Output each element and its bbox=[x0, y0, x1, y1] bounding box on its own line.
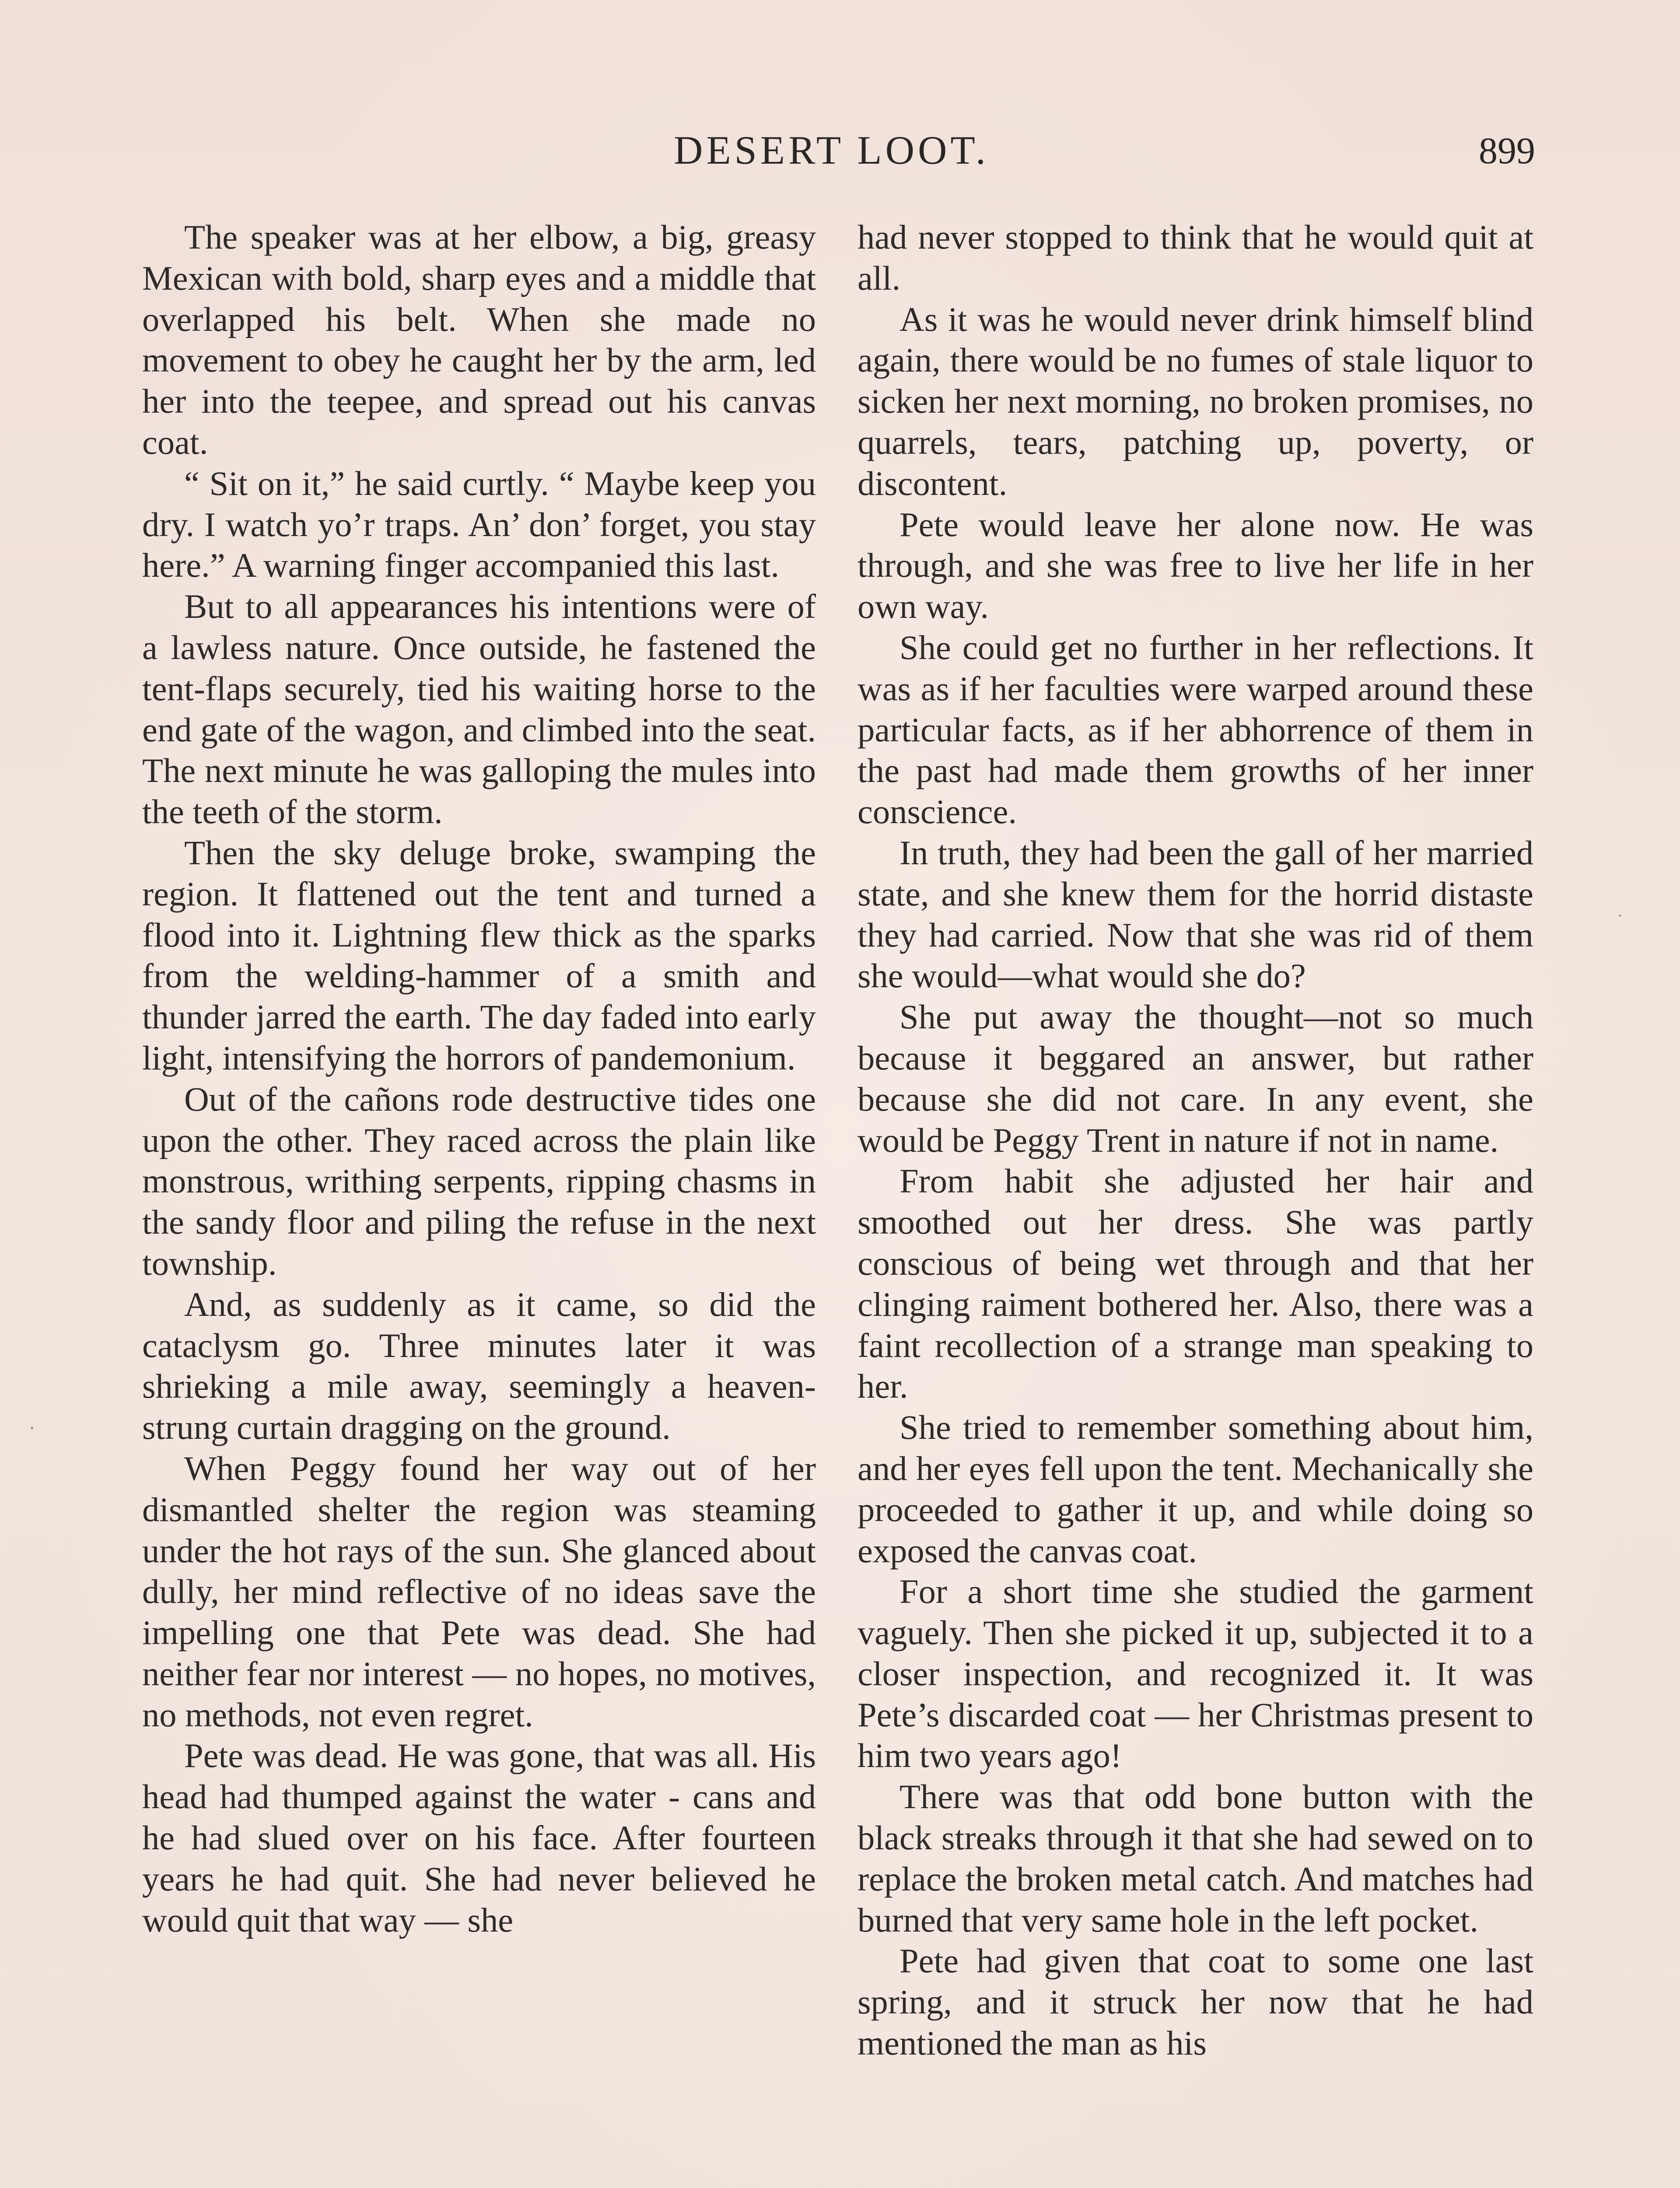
paragraph: She put away the thought—not so much because it beggared an answer, but rather because she did not care. In any event, she would be Peggy Trent in nature if not in name. bbox=[858, 998, 1533, 1159]
running-title: DESERT LOOT. bbox=[674, 128, 989, 172]
paragraph: In truth, they had been the gall of her married state, and she knew them for the horrid distaste they had carried. Now that she was rid of them she would—what would she do? bbox=[858, 833, 1533, 995]
paragraph: Out of the cañons rode destructive tides one upon the other. They raced across the plain like monstrous, writhing serpents, ripping chasms in the sandy floor and piling the refuse in the next township. bbox=[142, 1080, 816, 1282]
left-column bbox=[142, 217, 816, 1940]
paragraph: Then the sky deluge broke, swamping the region. It flattened out the tent and turned a flood into it. Lightning flew thick as the sparks from the welding-hammer of a smith and thunder jarred the earth. The day faded into early light, intensifying the horrors of pandemonium. bbox=[142, 833, 816, 1077]
paragraph: As it was he would never drink himself blind again, there would be no fumes of stale liquor to sicken her next morning, no broken promises, no quarrels, tears, patching up, poverty, or discontent. bbox=[858, 300, 1533, 502]
paragraph: Pete was dead. He was gone, that was all. His head had thumped against the water - cans and he had slued over on his face. After fourteen years he had quit. She had never believed he would quit that way — she bbox=[142, 1736, 816, 1939]
running-head bbox=[0, 123, 1680, 193]
paper-speck bbox=[1619, 915, 1621, 917]
paragraph: For a short time she studied the garment vaguely. Then she picked it up, subjected it to a closer inspection, and recognized it. It was Pete’s discarded coat — her Christmas present to him two years ago! bbox=[858, 1572, 1533, 1775]
continued-paragraph: had never stopped to think that he would quit at all. bbox=[858, 218, 1533, 297]
paragraph: But to all appearances his intentions were of a lawless nature. Once outside, he fastened the tent-flaps securely, tied his waiting horse to the end gate of the wagon, and climbed into the seat. The next minute he was galloping the mules into the teeth of the storm. bbox=[142, 587, 816, 831]
paragraph: When Peggy found her way out of her dismantled shelter the region was steaming under the hot rays of the sun. She glanced about dully, her mind reflective of no ideas save the impelling one that Pete was dead. She had neither fear nor interest — no hopes, no motives, no methods, not even regret. bbox=[142, 1449, 816, 1734]
page-number: 899 bbox=[1479, 130, 1535, 172]
paragraph: She tried to remember something about him, and her eyes fell upon the tent. Mechanically she proceeded to gather it up, and while doing so exposed the canvas coat. bbox=[858, 1408, 1533, 1570]
paragraph: There was that odd bone button with the black streaks through it that she had sewed on to replace the broken metal catch. And matches had burned that very same hole in the left pocket. bbox=[858, 1778, 1533, 1939]
paper-speck bbox=[31, 1427, 33, 1429]
paragraph: “ Sit on it,” he said curtly. “ Maybe keep you dry. I watch yo’r traps. An’ don’ forget, you stay here.” A warning finger accompanied this last. bbox=[142, 464, 816, 585]
paragraph: Pete had given that coat to some one last spring, and it struck her now that he had mentioned the man as his bbox=[858, 1942, 1533, 2062]
paragraph: She could get no further in her reflections. It was as if her faculties were warped around these particular facts, as if her abhorrence of them in the past had made them growths of her inner conscience. bbox=[858, 628, 1533, 831]
paragraph: And, as suddenly as it came, so did the cataclysm go. Three minutes later it was shrieking a mile away, seemingly a heaven-strung curtain dragging on the ground. bbox=[142, 1285, 816, 1447]
paragraph: The speaker was at her elbow, a big, greasy Mexican with bold, sharp eyes and a middle that overlapped his belt. When she made no movement to obey he caught her by the arm, led her into the teepee, and spread out his canvas coat. bbox=[142, 218, 816, 461]
paragraph: From habit she adjusted her hair and smoothed out her dress. She was partly conscious of being wet through and that her clinging raiment bothered her. Also, there was a faint recollection of a strange man speaking to her. bbox=[858, 1162, 1533, 1406]
right-column bbox=[858, 217, 1533, 2064]
paragraph: Pete would leave her alone now. He was through, and she was free to live her life in her own way. bbox=[858, 505, 1533, 626]
